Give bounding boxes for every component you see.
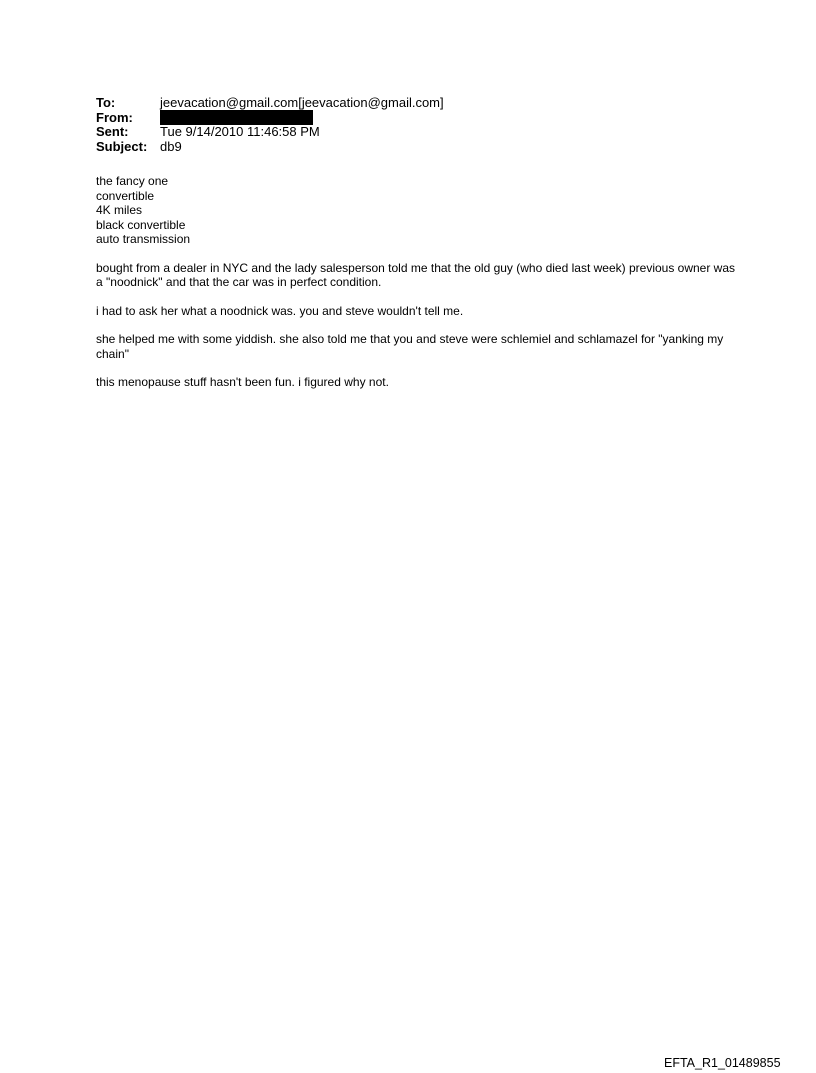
to-label: To: xyxy=(96,95,116,110)
body-paragraph xyxy=(96,304,736,319)
subject-row xyxy=(96,140,444,155)
sent-label: Sent: xyxy=(96,124,129,139)
paragraph-text: this menopause stuff hasn't been fun. i figured why not. xyxy=(96,375,389,389)
list-line: auto transmission xyxy=(96,232,191,246)
from-row xyxy=(96,111,444,126)
from-redaction xyxy=(160,110,313,125)
paragraph-text: i had to ask her what a noodnick was. you and steve wouldn't tell me. xyxy=(96,303,464,318)
list-line: black convertible xyxy=(96,217,186,232)
sent-row xyxy=(96,125,444,140)
paragraph-text: she helped me with some yiddish. she also told me that you and steve were schlemiel and schlamazel for "yanking my chain" xyxy=(96,332,724,361)
subject-label: Subject: xyxy=(96,138,148,154)
body-paragraph xyxy=(96,375,736,390)
list-block xyxy=(96,174,736,247)
email-body xyxy=(96,174,736,404)
to-value: jeevacation@gmail.com[jeevacation@gmail.com] xyxy=(160,95,444,110)
bates-number: EFTA_R1_01489855 xyxy=(664,1056,781,1070)
list-line: convertible xyxy=(96,188,155,203)
list-line: the fancy one xyxy=(96,174,169,188)
email-header xyxy=(96,96,444,154)
list-line: 4K miles xyxy=(96,203,143,217)
from-label: From: xyxy=(96,109,133,125)
to-row xyxy=(96,96,444,111)
subject-value: db9 xyxy=(160,138,182,154)
paragraph-text: bought from a dealer in NYC and the lady salesperson told me that the old guy (who died last week) previous owner was a "noodnick" and that the car was in perfect condition. xyxy=(96,260,736,289)
sent-value: Tue 9/14/2010 11:46:58 PM xyxy=(160,124,320,139)
body-paragraph xyxy=(96,332,736,361)
body-paragraph xyxy=(96,261,736,290)
